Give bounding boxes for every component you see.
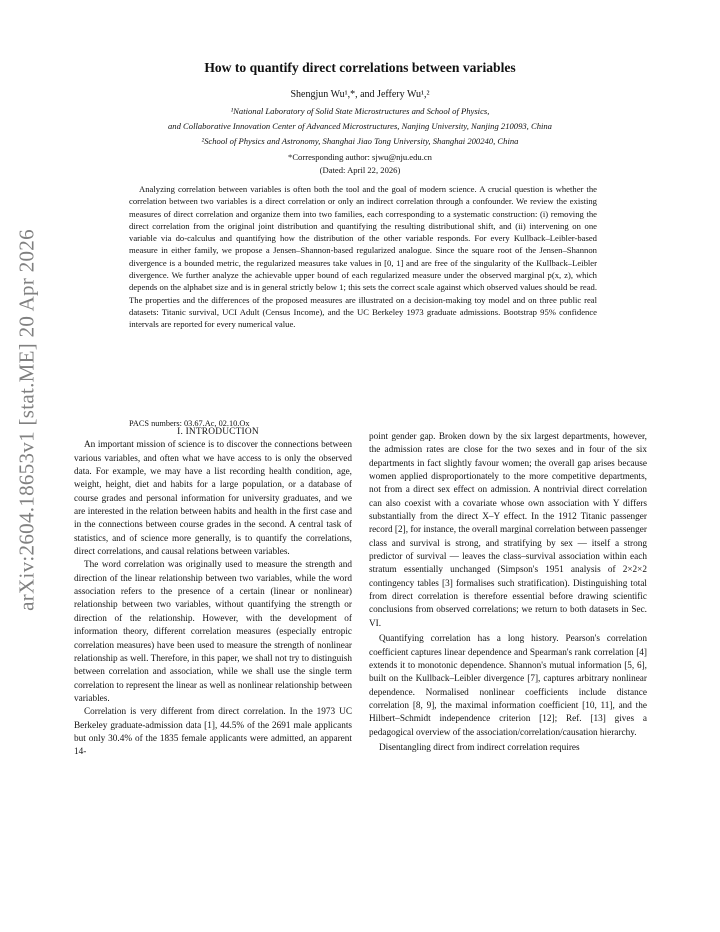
- paragraph: An important mission of science is to discover the connections between various variables, and often what we have access to is only the observed data. For example, we may have a list recording health condition, age, weight, height, diet and habits for a large population, or a database of course grades and personal information for university graduates, and we are interested in the relation between habits and health in the first case and in the connections between course grades in the second. A central task of statistics, and of science more generally, is to quantify the correlations, direct correlations, and causal relations between variables.: [74, 440, 352, 558]
- paragraph: Correlation is very different from direct correlation. In the 1973 UC Berkeley graduate-admission data [1], 44.5% of the 2691 male applicants but only 30.4% of the 1835 female applicants were admitted, an apparent 14-: [74, 707, 352, 758]
- left-column: [74, 426, 352, 760]
- right-column: [369, 431, 647, 755]
- paragraph: point gender gap. Broken down by the six largest departments, however, the admission rates are close for the two sexes and in four of the six departments in fact slightly favour women; the overall gap arises because women applied disproportionately to the more competitive departments, not from a direct sex effect on admission. A nontrivial direct correlation can also coexist with a covariate whose own association with Y differs substantially from the direct X–Y effect. In the 1912 Titanic passenger record [2], for instance, the overall marginal correlation between passenger class and survival is strong, and stratifying by sex — itself a strong predictor of survival — leaves the class–survival association within each stratum essentially unchanged (Simpson's 1951 analysis of 2×2×2 contingency tables [3] formalises such stratification). Distinguishing total from direct correlation is therefore essential before drawing scientific conclusions from observed correlations; we return to both datasets in Sec. VI.: [369, 432, 647, 629]
- date-line: (Dated: April 22, 2026): [319, 165, 401, 175]
- author-list: Shengjun Wu¹,*, and Jeffery Wu¹,²: [290, 89, 430, 100]
- arxiv-stamp[interactable]: [4, 180, 50, 660]
- affiliation-1-cont: and Collaborative Innovation Center of Advanced Microstructures, Nanjing University, Nanjing 210093, China: [168, 121, 552, 131]
- paragraph: The word correlation was originally used to measure the strength and direction of the linear relationship between two variables, while the word association refers to the presence of a certain (linear or nonlinear) relationship between two variables, without quantifying the strength or direction of the relationship. However, with the development of information theory, different correlation measures (especially entropic correlation measures) have been used to measure the strength of nonlinear relationship as well. Therefore, in this paper, we shall not try to distinguish between correlation and association, while we shall use the single term correlation to represent the linear as well as nonlinear relationship between variables.: [74, 560, 352, 704]
- affiliation-2: ²School of Physics and Astronomy, Shanghai Jiao Tong University, Shanghai 200240, China: [201, 136, 519, 146]
- corresponding-author: *Corresponding author: sjwu@nju.edu.cn: [288, 152, 432, 162]
- affiliation-1: ¹National Laboratory of Solid State Microstructures and School of Physics,: [230, 106, 490, 116]
- pacs-numbers: PACS numbers: 03.67.Ac, 02.10.Ox: [129, 419, 250, 428]
- section-heading: I. INTRODUCTION: [177, 427, 259, 437]
- abstract: Analyzing correlation between variables is often both the tool and the goal of modern science. A crucial question is whether the correlation between two variables is a direct correlation or only an indirect correlation through a confounder. We review the existing measures of direct correlation and organize them into two families, each corresponding to a systematic construction: (i) removing the direct correlation from the original joint distribution and quantifying the resulting distributional shift, and (ii) intervening on one variable via do-calculus and quantifying how the distribution of the other variable responds. For every Kullback–Leibler-based measure in either family, we propose a Jensen–Shannon-based regularized analogue. Since the square root of the Jensen–Shannon divergence is a bounded metric, the regularized measures take values in [0, 1] and are free of the singularity of the Kullback–Leibler divergence. We further analyze the achievable upper bound of each regularized measure under the observed marginal p(x, z), which depends on the alphabet size and is in general strictly below 1; this sets the correct scale against which observed values should be read. The properties and the differences of the proposed measures are illustrated on a decision-making toy model and on three public real datasets: Titanic survival, UCI Adult (Census Income), and the UC Berkeley 1973 graduate admissions. Bootstrap 95% confidence intervals are reported for every numerical value.: [129, 184, 597, 330]
- paragraph: Quantifying correlation has a long history. Pearson's correlation coefficient captures linear dependence and Spearman's rank correlation [4] extends it to monotonic dependence. Shannon's mutual information [5, 6], built on the Kullback–Leibler divergence [7], captures arbitrary nonlinear dependence. Normalised nonlinear coefficients include distance correlation [8, 9], the maximal information coefficient [10, 11], and the Hilbert–Schmidt independence criterion [12]; Ref. [13] gives a pedagogical overview of the association/correlation/causation hierarchy.: [369, 634, 647, 738]
- paragraph: Disentangling direct from indirect correlation requires: [379, 742, 580, 753]
- paper-title: How to quantify direct correlations between variables: [204, 60, 516, 75]
- arxiv-identifier[interactable]: arXiv:2604.18653v1 [stat.ME] 20 Apr 2026: [14, 229, 39, 611]
